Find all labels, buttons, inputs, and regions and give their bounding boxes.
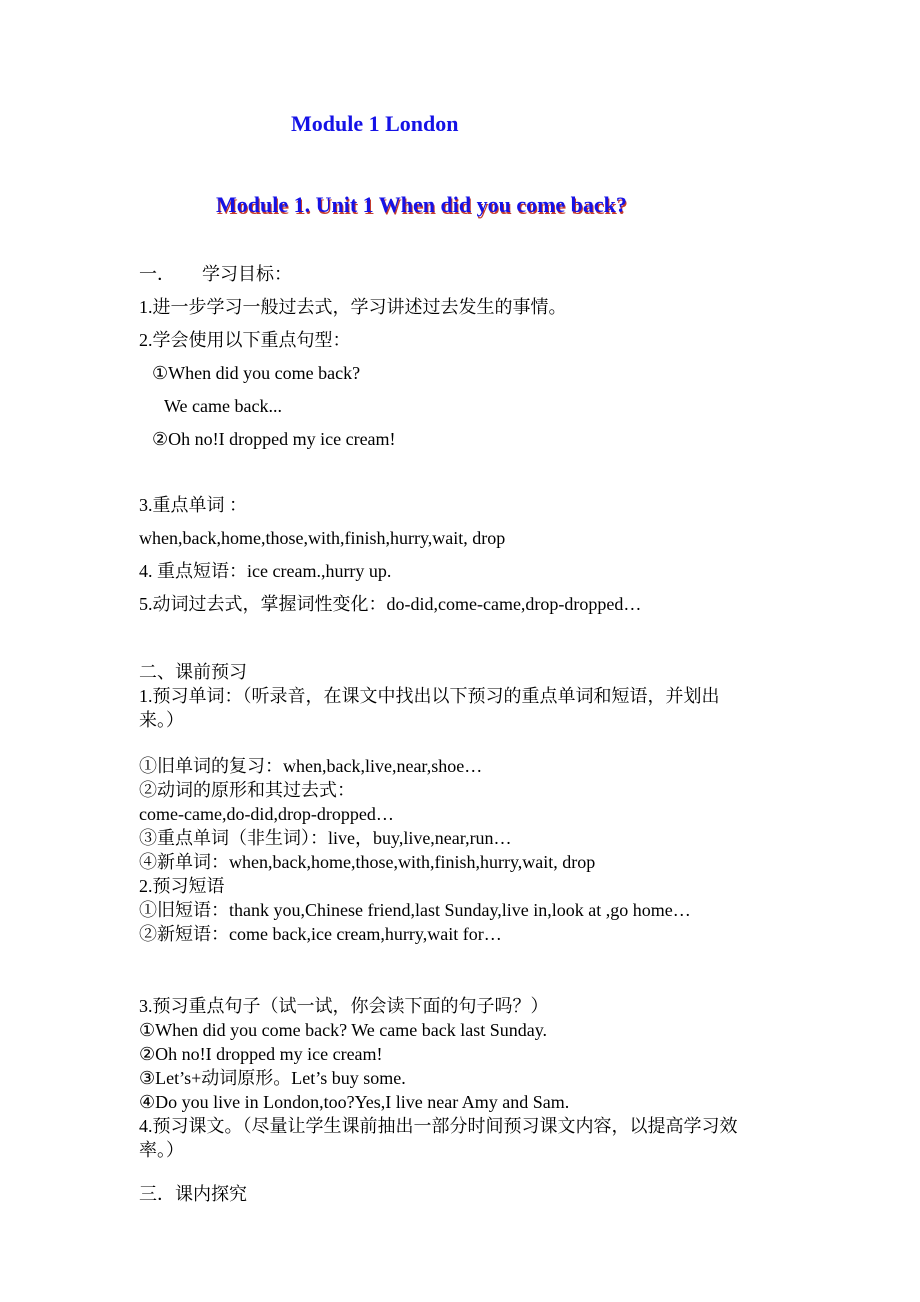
explore-heading: 三．课内探究: [139, 1184, 247, 1204]
goals-line-2: 2.学会使用以下重点句型：: [139, 330, 351, 350]
preview-line-7: 2.预习短语: [139, 876, 225, 896]
goals-line-7: when,back,home,those,with,finish,hurry,wait, drop: [139, 528, 506, 548]
goals-line-9: 5.动词过去式，掌握词性变化：do-did,come-came,drop-dropped…: [139, 594, 642, 614]
goals-line-6: 3.重点单词 ：: [139, 495, 247, 515]
preview-line-4: come-came,do-did,drop-dropped…: [139, 804, 394, 824]
unit-title: Module 1. Unit 1 When did you come back?: [216, 192, 627, 217]
goals-heading: 一． 学习目标：: [139, 264, 292, 284]
preview-line-6: ④新单词：when,back,home,those,with,finish,hurry,wait, drop: [139, 852, 596, 872]
preview-line-10: 3.预习重点句子（试一试，你会读下面的句子吗？）: [139, 996, 549, 1016]
goals-line-1: 1.进一步学习一般过去式，学习讲述过去发生的事情。: [139, 297, 567, 317]
section-learning-goals: [139, 258, 781, 621]
module-title: Module 1 London: [291, 111, 459, 136]
preview-line-12: ②Oh no!I dropped my ice cream!: [139, 1044, 383, 1064]
preview-line-11: ①When did you come back? We came back last Sunday.: [139, 1020, 548, 1040]
goals-line-5: ②Oh no!I dropped my ice cream!: [152, 429, 396, 449]
section-preview: [139, 660, 781, 1162]
goals-line-8: 4. 重点短语：ice cream.,hurry up.: [139, 561, 392, 581]
preview-line-2: ①旧单词的复习：when,back,live,near,shoe…: [139, 756, 483, 776]
preview-line-3: ②动词的原形和其过去式：: [139, 780, 355, 800]
preview-line-1: 1.预习单词：（听录音，在课文中找出以下预习的重点单词和短语，并划出来。）: [139, 686, 720, 730]
preview-line-9: ②新短语：come back,ice cream,hurry,wait for…: [139, 924, 502, 944]
section-explore: [139, 1182, 781, 1206]
preview-line-8: ①旧短语：thank you,Chinese friend,last Sunday,live in,look at ,go home…: [139, 900, 691, 920]
preview-heading: 二、课前预习: [139, 662, 247, 682]
preview-line-15: 4.预习课文。（尽量让学生课前抽出一部分时间预习课文内容，以提高学习效率。）: [139, 1116, 738, 1160]
goals-line-3: ①When did you come back?: [152, 363, 361, 383]
preview-line-14: ④Do you live in London,too?Yes,I live near Amy and Sam.: [139, 1092, 570, 1112]
preview-line-13: ③Let’s+动词原形。Let’s buy some.: [139, 1068, 406, 1088]
preview-line-5: ③重点单词（非生词）：live，buy,live,near,run…: [139, 828, 512, 848]
goals-line-4: We came back...: [164, 396, 282, 416]
